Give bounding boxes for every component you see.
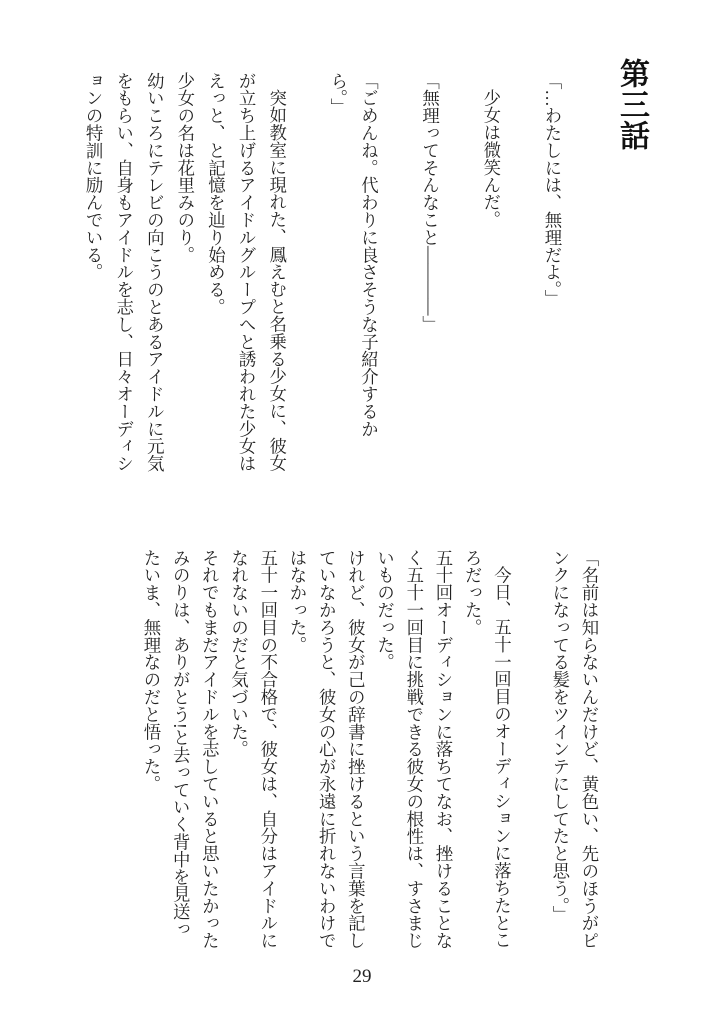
- text-line: 「…わたしには、無理だよ。」: [542, 72, 562, 307]
- text-line: 少女の名は花里みのり。: [174, 72, 195, 264]
- text-line: たいま、無理なのだと悟った。: [140, 549, 161, 793]
- text-line: ろだった。: [462, 549, 483, 636]
- text-line: 五十一回目の不合格で、彼女は、自分はアイドルに: [257, 549, 278, 950]
- text-line: 少女は微笑んだ。: [480, 89, 501, 229]
- text-line: をもらい、自身もアイドルを志し、日々オーディシ: [113, 72, 134, 473]
- text-line: はなかった。: [286, 549, 307, 654]
- blank-line: [515, 549, 544, 949]
- blank-line: [506, 72, 537, 472]
- page-number: 29: [352, 966, 372, 987]
- text-line: 「ごめんね。代わりに良さそうな子紹介するか: [358, 72, 379, 438]
- blank-line: [383, 72, 414, 472]
- text-line: 五十回オーディションに落ちてなお、挫けることな: [432, 549, 453, 950]
- text-line: 「無理ってそんなこと――――」: [419, 72, 440, 333]
- text-line: ョンの特訓に励んでいる。: [83, 72, 104, 281]
- text-line: 今日、五十一回目のオーディションに落ちたとこ: [491, 566, 512, 950]
- text-line: けれど、彼女が己の辞書に挫けるという言葉を記し: [345, 549, 366, 950]
- text-line: く五十一回目に挑戦できる彼女の根性は、すさまじ: [403, 549, 424, 950]
- text-line: ら。」: [327, 72, 348, 116]
- text-line: が立ち上げるアイドルグループへと誘われた少女は: [236, 72, 257, 473]
- blank-line: [445, 72, 476, 472]
- text-line: みのりは、ありがとう!と去っていく背中を見送っ: [170, 549, 191, 938]
- text-line: それでもまだアイドルを志していると思いたかった: [199, 549, 220, 950]
- text-line: いものだった。: [374, 549, 395, 671]
- text-line: なれないのだと気づいた。: [228, 549, 249, 758]
- text-line: えっと、と記憶を辿り始める。: [205, 72, 226, 316]
- chapter-title: 第三話: [614, 58, 649, 151]
- text-line: 幼いころにテレビの向こうのとあるアイドルに元気: [144, 72, 165, 473]
- text-line: ていなかろうと、彼女の心が永遠に折れないわけで: [316, 549, 337, 950]
- text-line: 「名前は知らないんだけど、黄色い、先のほうがピ: [579, 549, 599, 950]
- top-text-block: [78, 72, 568, 472]
- text-line: 突如教室に現れた、鳳えむと名乗る少女に、彼女: [266, 89, 287, 473]
- bottom-text-block: [136, 549, 603, 949]
- blank-line: [292, 72, 323, 472]
- text-line: ンクになってる髪をツインテにしてたと思う。」: [549, 549, 570, 924]
